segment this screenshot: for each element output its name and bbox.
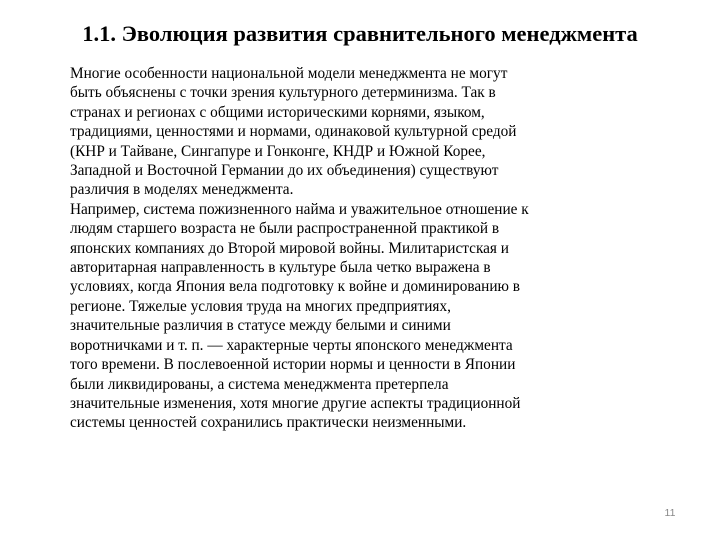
text-line: быть объяснены с точки зрения культурного детерминизма. Так в: [70, 84, 496, 102]
text-line: регионе. Тяжелые условия труда на многих предприятиях,: [70, 297, 451, 315]
text-line: того времени. В послевоенной истории нормы и ценности в Японии: [70, 356, 516, 374]
page-number: 11: [664, 507, 676, 519]
paragraph-1: [70, 64, 680, 200]
text-line: различия в моделях менеджмента.: [70, 181, 294, 199]
slide-title: 1.1. Эволюция развития сравнительного менеджмента: [82, 21, 638, 46]
text-line: японских компаниях до Второй мировой войны. Милитаристская и: [70, 239, 509, 257]
paragraph-2: [70, 200, 680, 433]
slide-body: [70, 64, 680, 433]
text-line: авторитарная направленность в культуре была четко выражена в: [70, 259, 491, 277]
text-line: системы ценностей сохранились практически неизменными.: [70, 414, 467, 432]
text-line: значительные изменения, хотя многие другие аспекты традиционной: [70, 394, 521, 412]
text-line: Западной и Восточной Германии до их объединения) существуют: [70, 162, 499, 180]
text-line: странах и регионах с общими историческими корнями, языком,: [70, 103, 485, 121]
text-line: Многие особенности национальной модели менеджмента не могут: [70, 65, 508, 82]
text-line: традициями, ценностями и нормами, одинаковой культурной средой: [70, 123, 517, 141]
text-line: значительные различия в статусе между белыми и синими: [70, 317, 451, 335]
text-line: были ликвидированы, а система менеджмента претерпела: [70, 375, 449, 393]
text-line: (КНР и Тайване, Сингапуре и Гонконге, КНДР и Южной Корее,: [70, 142, 486, 160]
text-line: воротничками и т. п. — характерные черты японского менеджмента: [70, 336, 513, 354]
text-line: людям старшего возраста не были распространенной практикой в: [70, 220, 500, 238]
text-line: Например, система пожизненного найма и уважительное отношение к: [70, 200, 529, 218]
text-line: условиях, когда Япония вела подготовку к войне и доминированию в: [70, 278, 521, 296]
